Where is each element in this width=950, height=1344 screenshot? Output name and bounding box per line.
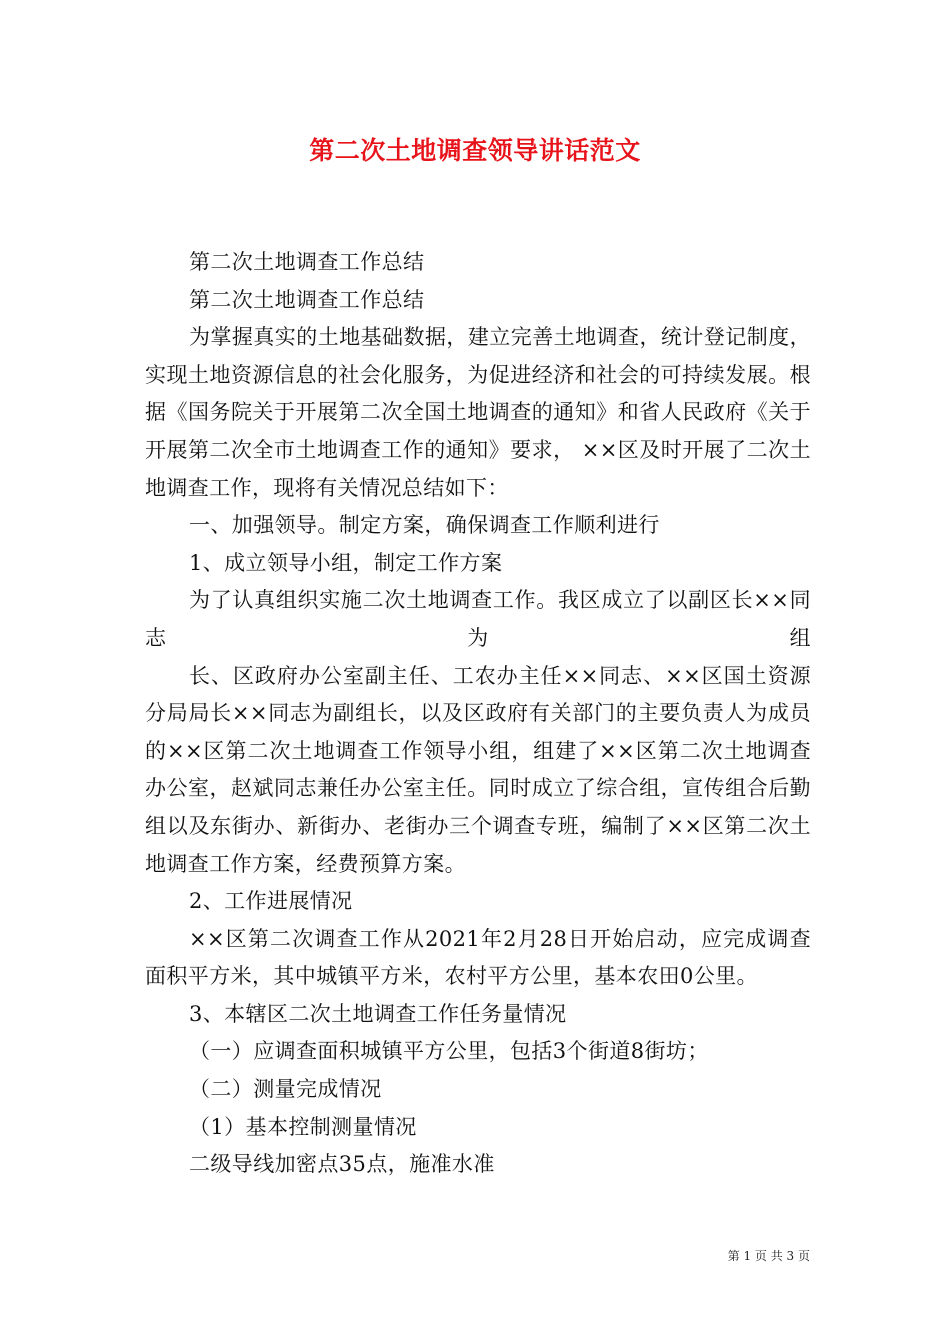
paragraph-progress: ××区第二次调查工作从2021年2月28日开始启动，应完成调查面积平方米，其中城镇平方米，农村平方公里，基本农田0公里。 [145,926,811,989]
paragraph-subsection-2: 2、工作进展情况 [189,889,353,914]
paragraph-subsection-3: 3、本辖区二次土地调查工作任务量情况 [189,1001,567,1026]
paragraph-item-1: （一）应调查面积城镇平方公里，包括3个街道8街坊； [189,1039,709,1064]
paragraph-item-2-1: （1）基本控制测量情况 [189,1114,417,1139]
paragraph-item-2: （二）测量完成情况 [189,1077,382,1102]
document-title: 第二次土地调查领导讲话范文 [309,136,641,165]
paragraph-control-points: 二级导线加密点35点，施准水准 [189,1152,495,1177]
paragraph-subsection-1: 1、成立领导小组，制定工作方案 [189,550,503,575]
paragraph-heading-1: 第二次土地调查工作总结 [189,250,425,274]
paragraph-intro: 为掌握真实的土地基础数据，建立完善土地调查，统计登记制度，实现土地资源信息的社会化服务，为促进经济和社会的可持续发展。根据《国务院关于开展第二次全国土地调查的通知》和省人民政府《关于开展第二次全市土地调查工作的通知》要求， ××区及时开展了二次土地调查工作，现将有关情况总结如下： [145,325,811,500]
paragraph-heading-2: 第二次土地调查工作总结 [189,287,425,312]
paragraph-section-1: 一、加强领导。制定方案，确保调查工作顺利进行 [189,513,660,538]
paragraph-leadership-start: 为了认真组织实施二次土地调查工作。我区成立了以副区长××同志为组 [145,588,811,650]
paragraph-leadership-detail: 长、区政府办公室副主任、工农办主任××同志、××区国土资源分局局长××同志为副组长，以及区政府有关部门的主要负责人为成员的××区第二次土地调查工作领导小组，组建了××区第二次土地调查办公室，赵斌同志兼任办公室主任。同时成立了综合组，宣传组合后勤组以及东街办、新街办、老街办三个调查专班，编制了××区第二次土地调查工作方案，经费预算方案。 [145,663,811,876]
document-body [145,244,811,1184]
page-number: 第 1 页 共 3 页 [727,1249,810,1263]
